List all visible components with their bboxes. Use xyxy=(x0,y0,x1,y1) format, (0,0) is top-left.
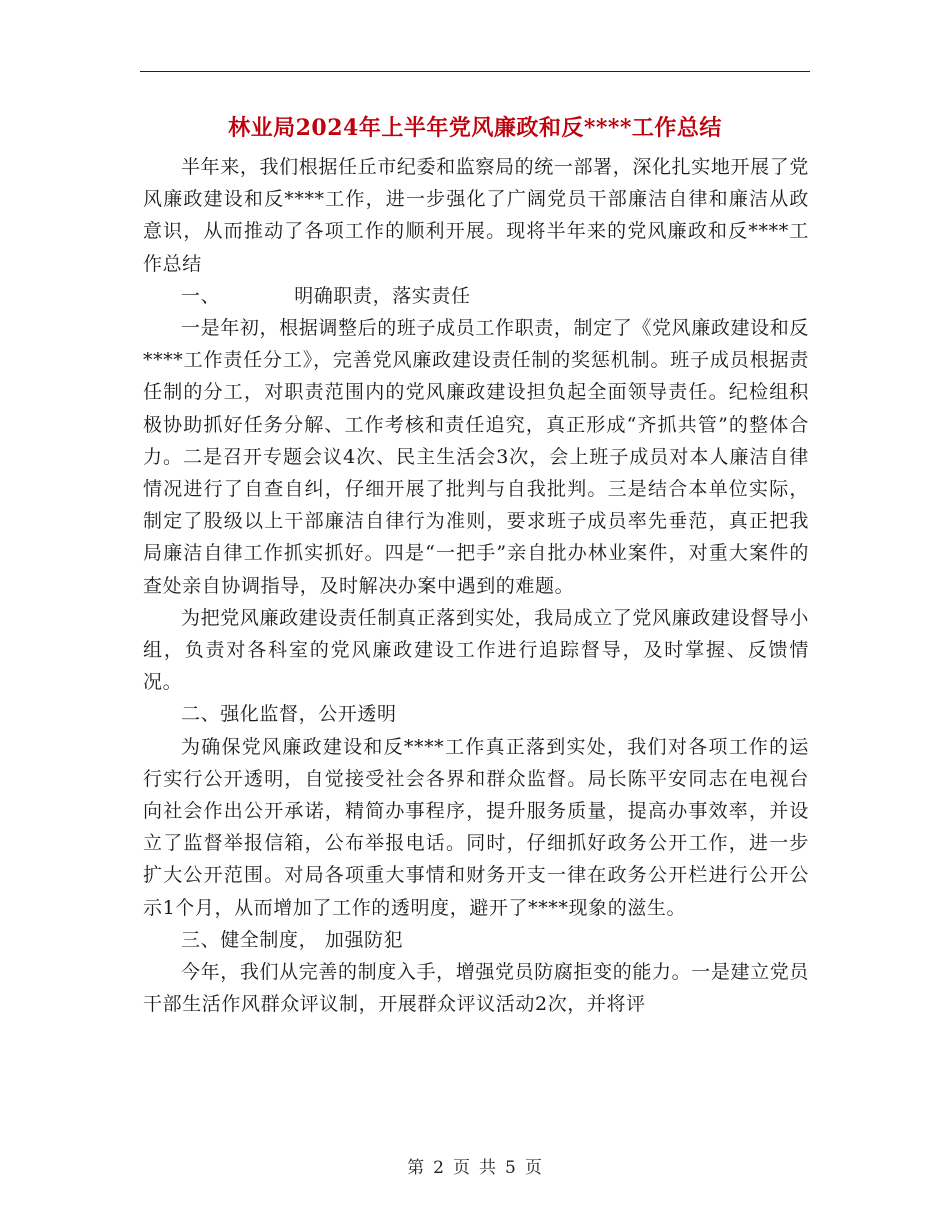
document-body xyxy=(143,151,809,1020)
header-rule xyxy=(140,71,810,72)
page-footer xyxy=(0,1153,950,1178)
footer-total-pages: 5 xyxy=(505,1158,517,1178)
footer-current-page: 2 xyxy=(433,1158,445,1178)
section-heading-1 xyxy=(143,280,809,312)
footer-label-total: 共 xyxy=(479,1158,497,1178)
body-paragraph: 一是年初，根据调整后的班子成员工作职责，制定了《党风廉政建设和反****工作责任分工》，完善党风廉政建设责任制的奖惩机制。班子成员根据责任制的分工，对职责范围内的党风廉政建设担负起全面领导责任。纪检组积极协助抓好任务分解、工作考核和责任追究，真正形成“齐抓共管”的整体合力。二是召开专题会议4次、民主生活会3次，会上班子成员对本人廉洁自律情况进行了自查自纠，仔细开展了批判与自我批判。三是结合本单位实际，制定了股级以上干部廉洁自律行为准则，要求班子成员率先垂范，真正把我局廉洁自律工作抓实抓好。四是“一把手”亲自批办林业案件，对重大案件的查处亲自协调指导，及时解决办案中遇到的难题。 xyxy=(143,317,809,597)
document-title: 林业局2024年上半年党风廉政和反****工作总结 xyxy=(228,115,722,141)
footer-label-total-unit: 页 xyxy=(524,1158,543,1178)
body-paragraph: 今年，我们从完善的制度入手，增强党员防腐拒变的能力。一是建立党员干部生活作风群众评议制，开展群众评议活动2次，并将评 xyxy=(143,961,809,1016)
body-paragraph: 为把党风廉政建设责任制真正落到实处，我局成立了党风廉政建设督导小组，负责对各科室的党风廉政建设工作进行追踪督导，及时掌握、反馈情况。 xyxy=(143,606,809,694)
section-heading-2: 二、强化监督，公开透明 xyxy=(181,703,397,726)
intro-paragraph: 半年来，我们根据任丘市纪委和监察局的统一部署，深化扎实地开展了党风廉政建设和反****工作，进一步强化了广阔党员干部廉洁自律和廉洁从政意识，从而推动了各项工作的顺利开展。现将半年来的党风廉政和反****工作总结 xyxy=(143,156,809,275)
footer-label-page-unit: 页 xyxy=(453,1158,471,1178)
section-heading-1-text: 明确职责，落实责任 xyxy=(294,284,471,307)
footer-label-page: 第 xyxy=(407,1158,426,1178)
section-heading-3: 三、健全制度， 加强防犯 xyxy=(181,928,404,951)
section-number-1: 一、 xyxy=(181,284,221,307)
body-paragraph: 为确保党风廉政建设和反****工作真正落到实处，我们对各项工作的运行实行公开透明，自觉接受社会各界和群众监督。局长陈平安同志在电视台向社会作出公开承诺，精简办事程序，提升服务质量，提高办事效率，并设立了监督举报信箱，公布举报电话。同时，仔细抓好政务公开工作，进一步扩大公开范围。对局各项重大事情和财务开支一律在政务公开栏进行公开公示1个月，从而增加了工作的透明度，避开了****现象的滋生。 xyxy=(143,735,809,919)
